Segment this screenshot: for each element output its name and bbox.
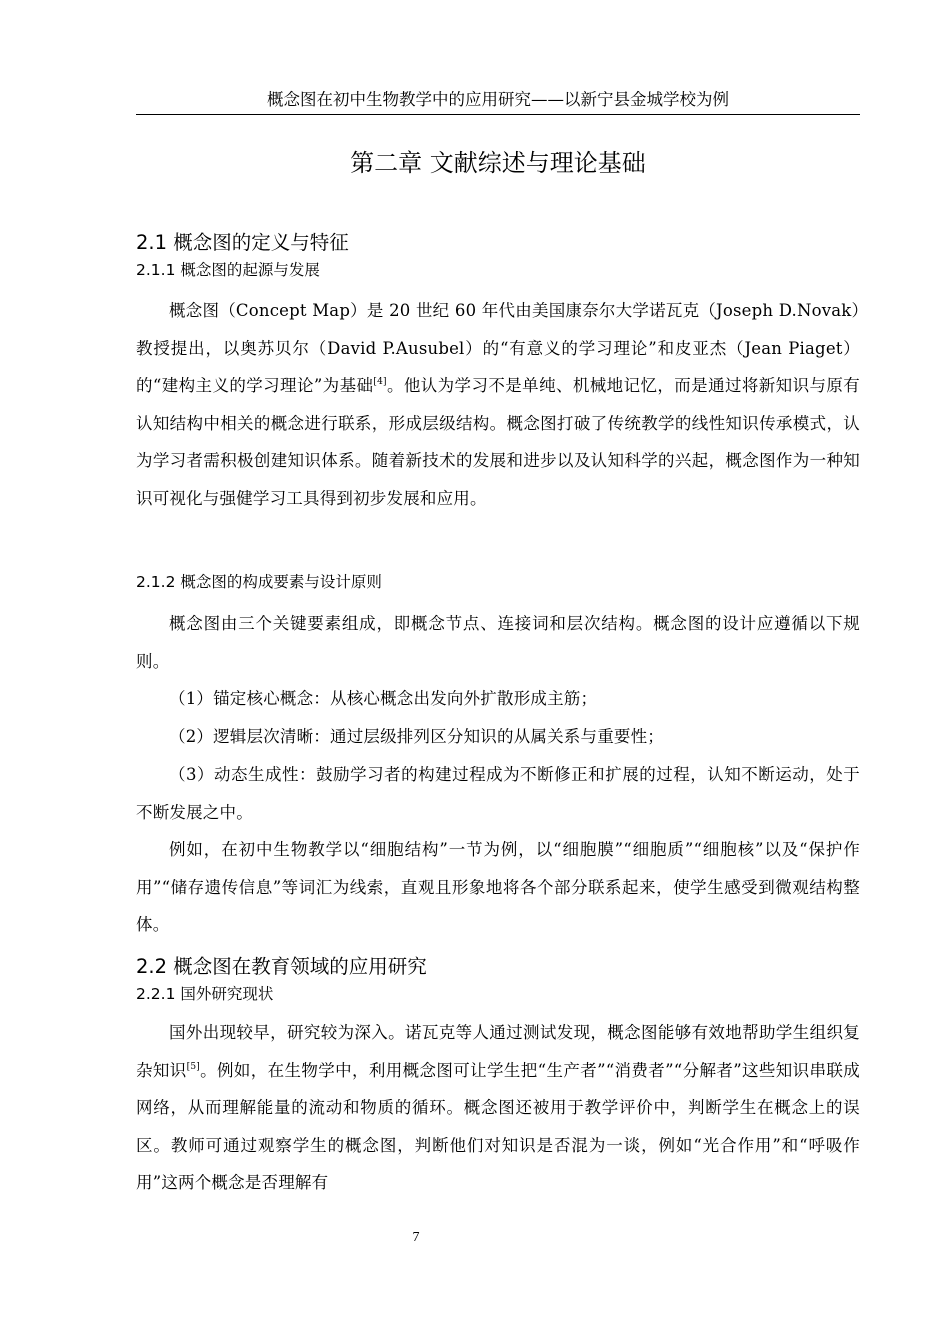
header-rule <box>136 114 860 115</box>
citation-ref: [4] <box>373 377 387 388</box>
paragraph-text: 。例如，在生物学中，利用概念图可让学生把“生产者”“消费者”“分解者”这些知识串联成网络，从而理解能量的流动和物质的循环。概念图还被用于教学评价中，判断学生在概念上的误区。教师可通过观察学生的概念图，判断他们对知识是否混为一谈，例如“光合作用”和“呼吸作用”这两个概念是否理解有 <box>136 1060 860 1193</box>
running-header: 概念图在初中生物教学中的应用研究——以新宁县金城学校为例 <box>267 90 729 109</box>
subsection-heading-2-1-2: 2.1.2 概念图的构成要素与设计原则 <box>136 573 382 591</box>
rule-item-2: （2）逻辑层次清晰：通过层级排列区分知识的从属关系与重要性； <box>169 727 664 746</box>
page-number: 7 <box>412 1230 420 1245</box>
citation-ref: [5] <box>186 1061 200 1072</box>
section-heading-2-2: 2.2 概念图在教育领域的应用研究 <box>136 955 427 978</box>
paragraph-foreign-research <box>136 1014 860 1202</box>
chapter-title: 第二章 文献综述与理论基础 <box>350 149 646 177</box>
paragraph-elements: 概念图由三个关键要素组成，即概念节点、连接词和层次结构。概念图的设计应遵循以下规则。 <box>136 614 860 671</box>
subsection-heading-2-2-1: 2.2.1 国外研究现状 <box>136 985 274 1003</box>
paragraph-text: 。他认为学习不是单纯、机械地记忆，而是通过将新知识与原有认知结构中相关的概念进行联系，形成层级结构。概念图打破了传统教学的线性知识传承模式，认为学习者需积极创建知识体系。随着新技术的发展和进步以及认知科学的兴起，概念图作为一种知识可视化与强健学习工具得到初步发展和应用。 <box>136 376 860 508</box>
subsection-heading-2-1-1: 2.1.1 概念图的起源与发展 <box>136 261 320 279</box>
paragraph-text: 国外出现较早，研究较为深入。诺瓦克等人通过测试发现，概念图能够有效地帮助学生组织复杂知识 <box>136 1023 860 1080</box>
section-heading-2-1: 2.1 概念图的定义与特征 <box>136 231 349 254</box>
paragraph-origin <box>136 292 860 518</box>
rule-item-1: （1）锚定核心概念：从核心概念出发向外扩散形成主筋； <box>169 689 598 708</box>
paragraph-example: 例如，在初中生物教学以“细胞结构”一节为例，以“细胞膜”“细胞质”“细胞核”以及“保护作用”“储存遗传信息”等词汇为线索，直观且形象地将各个部分联系起来，使学生感受到微观结构整体。 <box>136 840 860 935</box>
rule-item-3: （3）动态生成性：鼓励学习者的构建过程成为不断修正和扩展的过程，认知不断运动，处于不断发展之中。 <box>136 765 860 822</box>
paragraph-text: 概念图（Concept Map）是 20 世纪 60 年代由美国康奈尔大学诺瓦克（Joseph D.Novak）教授提出，以奥苏贝尔（David P.Ausubel）的“有意义的学习理论”和皮亚杰（Jean Piaget）的“建构主义的学习理论”为基础 <box>136 301 860 396</box>
